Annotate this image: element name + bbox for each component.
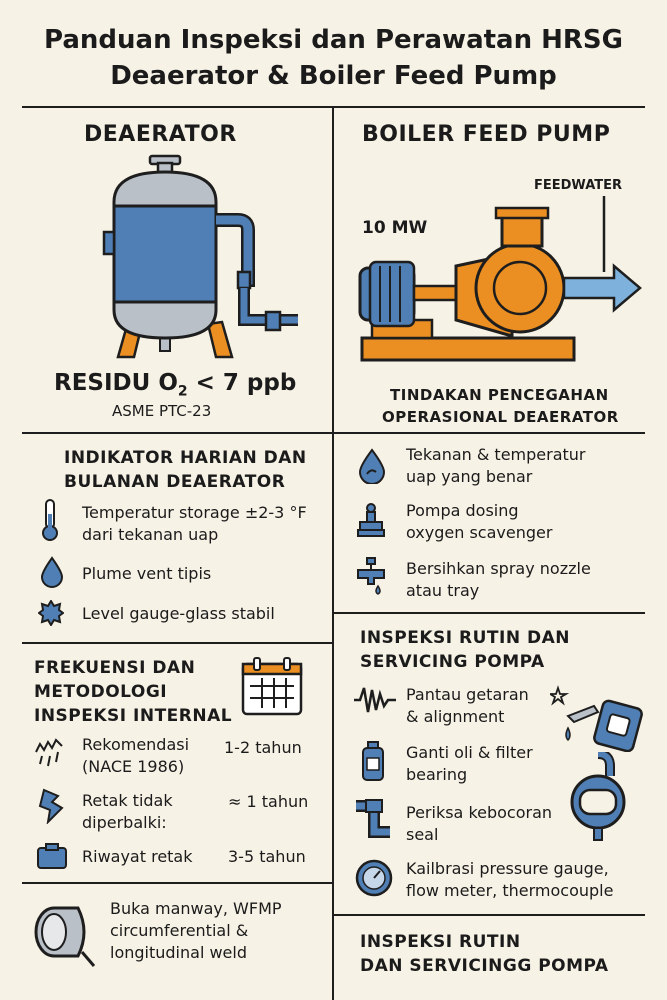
indicators-heading xyxy=(64,446,307,494)
frequency-item-2-line-1: Retak tidak xyxy=(82,791,173,810)
prevention-item-3 xyxy=(406,558,591,602)
prevention-item-2 xyxy=(406,500,552,544)
standard-label: ASME PTC-23 xyxy=(112,402,212,420)
prevention-item-2-line-2: oxygen scavenger xyxy=(406,523,553,542)
indicators-heading-line-1: INDIKATOR HARIAN DAN xyxy=(64,448,307,468)
frequency-item-2-value: ≈ 1 tahun xyxy=(228,792,309,811)
frequency-item-2-line-2: diperbalki: xyxy=(82,813,167,832)
indicator-item-3: Level gauge-glass stabil xyxy=(82,604,275,623)
record-icon xyxy=(36,842,68,870)
pump-service-item-1 xyxy=(406,684,529,728)
residue-rest: < 7 ppb xyxy=(187,370,297,396)
valve-icon xyxy=(566,752,630,842)
frequency-item-1-line-1: Rekomendasi xyxy=(82,735,190,754)
manway-icon xyxy=(30,900,100,970)
pump-service-item-2 xyxy=(406,742,533,786)
frequency-item-3-value: 3-5 tahun xyxy=(228,847,306,866)
pump-service-item-1-line-2: & alignment xyxy=(406,707,505,726)
manway-text xyxy=(110,898,282,964)
prevention-item-3-line-1: Bersihkan spray nozzle xyxy=(406,559,591,578)
footer-line-1: INSPEKSI RUTIN xyxy=(360,932,521,952)
vibration-icon xyxy=(352,684,398,716)
page-title xyxy=(0,22,667,94)
frequency-item-1 xyxy=(82,734,189,778)
thermometer-icon xyxy=(38,498,62,542)
pump-service-item-3-line-1: Periksa kebocoran xyxy=(406,803,553,822)
crack-icon xyxy=(34,738,66,768)
manway-line-1: Buka manway, WFMP xyxy=(110,899,282,918)
prevention-item-1-line-2: uap yang benar xyxy=(406,467,533,486)
pump-service-item-4-line-1: Kailbrasi pressure gauge, xyxy=(406,859,609,878)
pump-service-item-3 xyxy=(406,802,552,846)
repair-icon xyxy=(36,788,66,824)
frequency-item-1-line-2: (NACE 1986) xyxy=(82,757,185,776)
pressure-drop-icon xyxy=(358,448,386,484)
gauge-icon xyxy=(354,858,394,898)
deaerator-heading: DEAERATOR xyxy=(84,122,237,147)
indicators-heading-line-2: BULANAN DEAERATOR xyxy=(64,472,286,492)
pipe-leak-icon xyxy=(352,798,394,844)
frequency-heading-line-1: FREKUENSI DAN xyxy=(34,658,196,678)
deaerator-vessel-icon xyxy=(98,152,308,364)
oil-bottle-icon xyxy=(360,740,386,782)
pump-service-item-1-line-1: Pantau getaran xyxy=(406,685,529,704)
boiler-feed-pump-icon xyxy=(352,196,644,366)
divider-left-2 xyxy=(22,882,333,884)
pump-service-heading-line-1: INSPEKSI RUTIN DAN xyxy=(360,628,570,648)
frequency-heading-line-2: METODOLOGI xyxy=(34,682,168,702)
drop-icon xyxy=(40,556,64,588)
divider-left-1 xyxy=(22,642,333,644)
pump-service-item-2-line-1: Ganti oli & filter xyxy=(406,743,533,762)
residue-sub: 2 xyxy=(177,383,188,400)
frequency-item-1-value: 1-2 tahun xyxy=(224,738,302,757)
power-label: 10 MW xyxy=(362,218,428,238)
residue-main: RESIDU O xyxy=(54,370,178,396)
title-line-1: Panduan Inspeksi dan Perawatan HRSG xyxy=(44,25,623,55)
pump-service-heading-line-2: SERVICING POMPA xyxy=(360,652,545,672)
pump-service-item-2-line-2: bearing xyxy=(406,765,468,784)
manway-line-3: longitudinal weld xyxy=(110,943,247,962)
pump-service-heading xyxy=(360,626,570,674)
divider-right-1 xyxy=(333,612,645,614)
frequency-item-2 xyxy=(82,790,173,834)
residue-text xyxy=(54,370,296,400)
manway-line-2: circumferential & xyxy=(110,921,249,940)
frequency-heading xyxy=(34,656,232,728)
spray-nozzle-icon xyxy=(354,556,388,596)
indicator-item-1-line-2: dari tekanan uap xyxy=(82,525,219,544)
prevent-heading-line-1: TINDAKAN PENCEGAHAN xyxy=(390,386,609,404)
prevention-item-1-line-1: Tekanan & temperatur xyxy=(406,445,586,464)
frequency-item-3: Riwayat retak xyxy=(82,847,193,866)
indicator-item-2: Plume vent tipis xyxy=(82,564,212,583)
gear-icon xyxy=(38,600,64,626)
prevention-item-2-line-1: Pompa dosing xyxy=(406,501,519,520)
divider-center xyxy=(332,106,334,1000)
prevent-heading-line-2: OPERASIONAL DEAERATOR xyxy=(382,408,619,426)
footer-line-2: DAN SERVICINGG POMPA xyxy=(360,956,609,976)
divider-mid xyxy=(22,432,645,434)
indicator-item-1 xyxy=(82,502,307,546)
indicator-item-1-line-1: Temperatur storage ±2-3 °F xyxy=(82,503,307,522)
title-line-2: Deaerator & Boiler Feed Pump xyxy=(110,61,557,91)
dosing-pump-icon xyxy=(356,502,386,538)
oil-can-icon xyxy=(550,682,644,752)
calendar-icon xyxy=(240,656,306,718)
prevent-heading xyxy=(382,384,619,428)
pump-service-item-4 xyxy=(406,858,613,902)
frequency-heading-line-3: INSPEKSI INTERNAL xyxy=(34,706,233,726)
footer-heading xyxy=(360,930,609,978)
pump-service-item-4-line-2: flow meter, thermocouple xyxy=(406,881,614,900)
pump-service-item-3-line-2: seal xyxy=(406,825,439,844)
divider-right-2 xyxy=(333,914,645,916)
bfp-heading: BOILER FEED PUMP xyxy=(362,122,611,147)
feedwater-label: FEEDWATER xyxy=(534,178,622,193)
prevention-item-3-line-2: atau tray xyxy=(406,581,480,600)
prevention-item-1 xyxy=(406,444,586,488)
